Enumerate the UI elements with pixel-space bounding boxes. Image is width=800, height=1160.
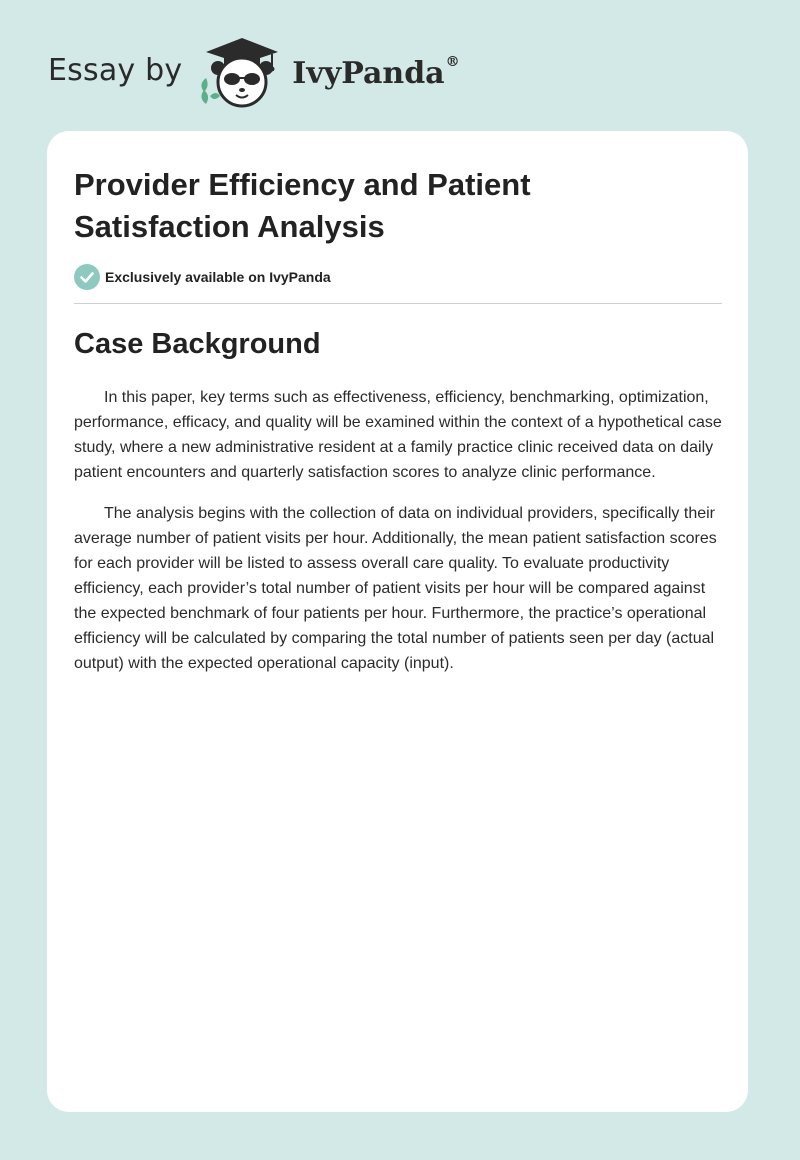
page-title: Provider Efficiency and Patient Satisfaction Analysis	[74, 167, 531, 244]
brand-name[interactable]: IvyPanda®	[292, 53, 460, 91]
badge-text: Exclusively available on IvyPanda	[105, 269, 331, 285]
paragraph: In this paper, key terms such as effectiveness, efficiency, benchmarking, optimization, performance, efficacy, and quality will be examined within the context of a hypothetical case study, where a new administrative resident at a family practice clinic received data on daily patient encounters and quarterly satisfaction scores to analyze clinic performance.	[74, 389, 722, 481]
paragraph: The analysis begins with the collection of data on individual providers, specifically their average number of patient visits per hour. Additionally, the mean patient satisfaction scores for each provider will be listed to assess overall care quality. To evaluate productivity efficiency, each provider’s total number of patient visits per hour will be compared against the expected benchmark of four patients per hour. Furthermore, the practice’s operational efficiency will be calculated by comparing the total number of patients seen per day (actual output) with the expected operational capacity (input).	[74, 505, 717, 672]
registered-mark: ®	[445, 53, 460, 70]
section-title: Case Background	[74, 328, 321, 360]
site-header	[48, 32, 460, 112]
essay-by-label: Essay by	[48, 52, 183, 88]
exclusive-badge	[74, 263, 331, 291]
divider	[74, 303, 722, 304]
panda-graduate-icon[interactable]	[196, 32, 288, 112]
article-body	[74, 385, 722, 692]
article-card	[47, 131, 748, 1112]
check-circle-icon	[74, 264, 100, 290]
